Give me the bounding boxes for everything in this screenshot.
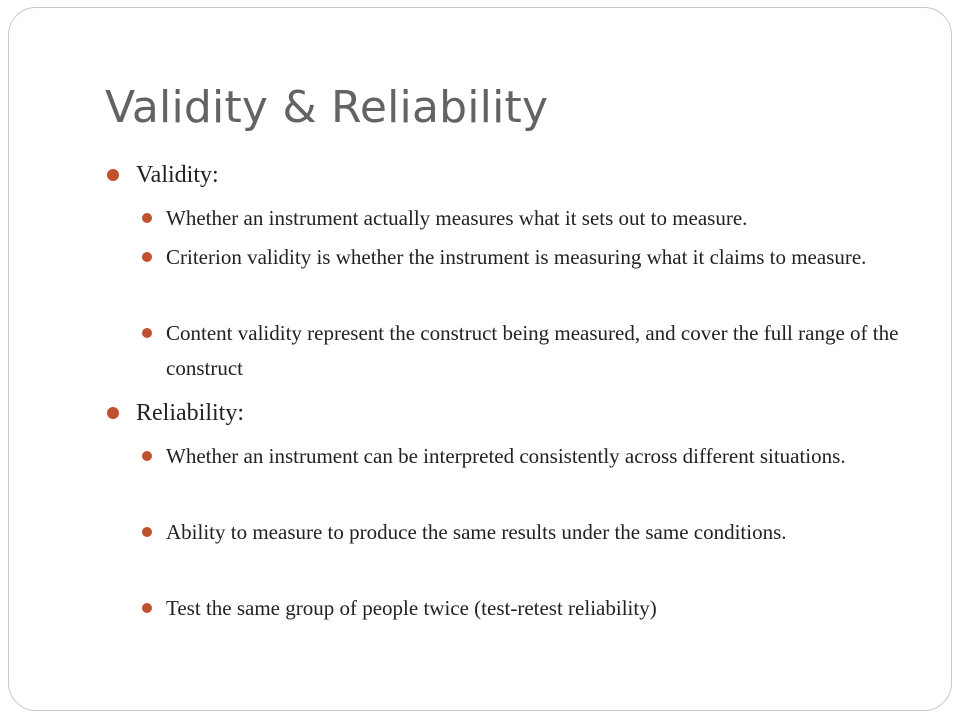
bullet-icon bbox=[107, 169, 119, 181]
bullet-icon bbox=[142, 328, 152, 338]
list-item: Criterion validity is whether the instrument is measuring what it claims to measure. bbox=[166, 245, 867, 269]
bullet-icon bbox=[142, 252, 152, 262]
section-heading-reliability: Reliability: bbox=[136, 400, 244, 426]
list-item: Whether an instrument can be interpreted consistently across different situations. bbox=[166, 444, 846, 468]
list-item: Whether an instrument actually measures what it sets out to measure. bbox=[166, 206, 748, 230]
list-item: Content validity represent the construct being measured, and cover the full range of the construct bbox=[166, 321, 899, 380]
bullet-icon bbox=[142, 603, 152, 613]
list-item: Ability to measure to produce the same results under the same conditions. bbox=[166, 520, 787, 544]
bullet-icon bbox=[107, 407, 119, 419]
slide-title: Validity & Reliability bbox=[105, 82, 549, 133]
list-item: Test the same group of people twice (test-retest reliability) bbox=[166, 596, 657, 620]
bullet-icon bbox=[142, 451, 152, 461]
section-heading-validity: Validity: bbox=[136, 162, 219, 188]
bullet-icon bbox=[142, 527, 152, 537]
bullet-icon bbox=[142, 213, 152, 223]
